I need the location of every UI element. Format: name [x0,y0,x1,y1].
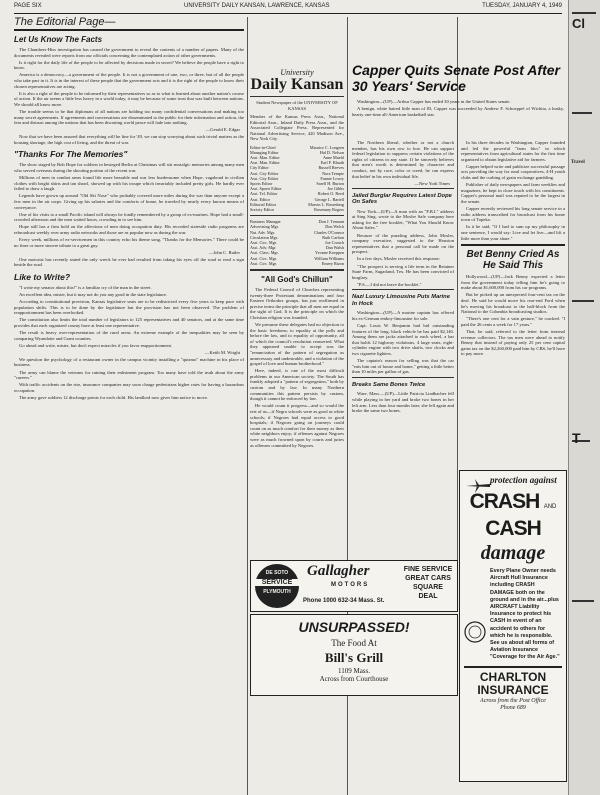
plane-icon [465,477,491,500]
paragraph: "There's one cent for a vain gesture," he cracked. "I paid the 26 cents a week for 17 years." [461,316,565,327]
ad-bills-location: Across from Courthouse [319,675,389,683]
paragraph: Legends have grown up around "Old Ski Nose" who probably covered more miles during the war than anyone except a few men in the air corps. Giving up his salaries and the comforts of home, he traveled by nearly every known means of conveyance. [14,193,244,210]
paragraph: Capper helped write and publicize successful passage acts providing the way for rural cooperatives, 4-H youth clubs and the curbing of grain exchange gambling. [461,163,565,181]
paragraph: With traffic accidents on the rise, insurance companies may soon charge pedestrians higher rates for having a hazardous occupation. [14,382,244,393]
staff-role: Editorial Editor [250,201,277,207]
paragraph: Publisher of daily newspapers and farm weeklies and magazines, he kept in close touch with his constituents. Capper's personal mail was reputed to be the largest in the senate. [461,182,565,204]
staff-role: Asst. City Editor [250,175,279,181]
staff-person: George L. Bartell [314,196,344,202]
ad-slogan-cars: GREAT CARS [405,575,451,582]
business-staff-list [250,219,344,266]
paragraph: Every week, millions of ex-servicemen in this country echo his theme song, "Thanks for the Memories." There could be no finer or more sincere tribute to a great guy. [14,237,244,248]
seal-icon [464,621,486,648]
paper-name: UNIVERSITY DAILY KANSAN, LAWRENCE, KANSAS [184,3,330,9]
staff-person: Ruth Carlton [322,234,344,240]
paragraph: But he picked up an unexpected four-cent tax on the deal. He said he would move his rear-end Ford when he's moving his broadcast to the half-block from the National to the Columbia broadcasting studios. [461,292,565,315]
masthead-university: University [280,68,314,77]
editorial-staff-list [250,145,344,213]
news-column-right [461,140,565,470]
staff-role: Asst. Editor [250,196,271,202]
ad-food-at: The Food At [331,638,377,648]
paragraph: America is a democracy—a government of the people. It is not a government of one, two, or three, but of all the people who take part in it. It is in the interest of these people that the government acts and it is the right of the people to know their chosen representatives are acting. [14,72,244,89]
staff-role: City Editor [250,165,269,171]
staff-person: Nora Tempie [322,170,344,176]
paragraph: Is it right for the daily life of the people to be affected by decisions made in secret? We believe the people have a right to know. [14,59,244,71]
strip-letter: T [572,430,581,446]
paragraph: The trouble seems to be that diplomats of all nations are holding too many confidential conversations and making too many secret agreements. If agreements and conversations are disseminated to the public for their information and action, the fear and distrust among the nations that has been thwarting world peace will fade into nothing. [14,108,244,126]
staff-person: Rosemary Rogers [314,206,344,212]
ad-bills-name: Bill's Grill [324,650,384,665]
staff-person: Anne Muehl [322,154,344,160]
staff-person: Charles O'Connor [313,229,344,235]
paragraph: A benign, white haired little man of 83, Capper was succeeded by Andrew F. Schoeppel of Wichita, a husky, hearty one-time all-American basketball star. [352,106,564,117]
paragraph: "I write my senator about this!" is a familiar cry of the man in the street. [19,284,152,290]
paragraph: The captain's reason for selling was that the car "eats him out of house and home," getting a little better than 10 miles per gallon of gas. [352,358,454,375]
ad-crash-word: CRASH [469,490,540,513]
ad-and-word: AND [543,504,557,510]
editorial-column [14,16,244,791]
ad-unsurpassed: UNSURPASSED! [298,619,410,635]
staff-role: Asst. Adv. Mgr. [250,245,277,251]
staff-role: Asst. Circ. Mgr. [250,260,277,266]
issue-date: TUESDAY, JANUARY 4, 1949 [482,3,562,9]
staff-person: Robert O. Reed [317,191,344,197]
staff-role: Asst. Circ. Mgr. [250,239,277,245]
staff-role: Circulation Mgr. [250,234,278,240]
staff-role: Asst. City Editor [250,170,279,176]
paragraph: Millions of men in combat areas found life more bearable and war less burdensome when Hope, vagabond in civilian clothes with bright shirts and tan shawl, showed up with his troupe which invariably included pretty girls. He hardly ever failed to draw a laugh. [14,175,244,192]
paragraph: Capt. Louis W. Benjamin had bid outstanding features of the long, black vehicle he has paid $2,140. Among them are jacks attached to each wheel, a bar that holds 12 highway violations, 4 large seats, eight-cylinder engine with two drive shafts, two clocks and two cigarette lighters. [352,323,454,357]
ad-cash-word: CASH [485,517,541,540]
paragraph: An excellent idea, mister, but it may not do you any good in the state legislature. [19,292,168,297]
paragraph: One motorist has recently stated the only wreck he ever had resulted from taking his eyes off the road to read a sign beside the road. [14,256,244,268]
staff-person: Earl F. Blauth [320,160,344,166]
paragraph: Now that we have been assured that everything will be fine for '49, we can stop worrying about such trivial matters as the housing shortage, the high cost of living, and the threat of war. [14,134,244,145]
ad-slogan-service: FINE SERVICE [403,566,453,573]
staff-role: Sports Editor [250,180,273,186]
ad-slogan-deal: SQUARE DEAL [413,584,443,600]
masthead-title: Daily Kansan [250,76,344,93]
headline-bones: Breaks Same Bones Twice [352,381,426,388]
staff-person: Sarell H. Burton [316,180,344,186]
byline: —Gerald E. Edgar [205,127,240,133]
paragraph: In a few days, Mosler received this response: [357,256,440,262]
paragraph: Capper recently reviewed his long senate service in a radio address transcribed for broadcast from his home town of Topeka. [461,206,565,223]
headline-jailed: Jailed Burglar Requires Latest Dope On Safes [352,192,452,206]
paragraph: The show staged by Bob Hope for soldiers in besieged Berlin at Christmas will stir nostalgic memories among many men who served overseas during the shooting portion of the recent war. [14,162,244,173]
staff-role: Asst. Man. Editor [250,154,280,160]
ad-charlton-name: CHARLTON [479,669,547,684]
staff-person: Yvonne Koeppen [314,250,344,256]
staff-person: Joe Gibbs [327,186,344,192]
paragraph: Hollywood—(UP)—Jack Benny expected a letter from the government today telling him he's going to make about $1,600,000 from his car programs. [461,274,565,291]
paragraph: The Northern liberal, whether or not a church member, has his own row to hoe. He can support federal legislation to suppress certain violations of the rights of citizens in any state. If he sincerely believes that men's worth is determined by character and conduct, not by race, color or creed, he can express that belief in his own individual life. [352,140,454,179]
page-number: PAGE SIX [14,3,42,9]
masthead-membership: Member of the Kansas Press Assn., National Editorial Assn., Inland Daily Press Assn., and the Associated Collegiate Press. Represented for National Advertising Service, 420 Madison Ave., New York City. [250,114,344,141]
ad-protection-heading: protection against [490,475,557,485]
capper-lead [352,99,564,139]
capper-title: Capper Quits Senate Post After 30 Years' Service [352,62,560,94]
ad-motors-word: MOTORS [331,582,370,588]
paragraph: The result is heavy over-representation of the rural areas. An extreme example of the inequalities may be seen by comparing Wyandotte and Grant counties. [14,330,244,341]
page-header [14,3,562,11]
staff-person: Dan Walsh [325,245,344,251]
byline: —John C. Butler [208,249,240,255]
byline: —Keith M. Wright [204,349,240,355]
paragraph: The army can blame the veterans for ruining their enlistment program. Too many have told the truth about the army "careers." [14,369,244,381]
paragraph: One of his visits to a small Pacific island will always be fondly remembered by a group of ex-marines. Hope had a small-crowded afternoon and the men waited hours, crowding in to see him. [14,211,244,223]
bills-grill-ad [250,614,458,696]
staff-person: Russell Reeves [318,165,344,171]
ad-gallagher-phone: Phone 1000 632-34 Mass. St. [303,598,385,604]
paragraph: Ware, Mass.—(UP)—Little Patricia Lindbacher fell while playing in her yard and broke two bones in her left arm. Less than four months later, she fell again and broke the same two bones. [352,391,454,414]
paragraph: Because of the puzzling address, John Mosler, company executive, suggested to the Houston representatives that a personal call be made on the prospect. [352,232,454,255]
staff-person: Hal D. Nelson [319,149,344,155]
staff-row [250,261,344,266]
paragraph: The constitution also limits the total number of legislators to 125 representatives and 40 senators, and at the same time provides that each organized county have at least one representative. [14,317,244,328]
staff-row [250,207,344,212]
headline-memories: "Thanks For The Memories" [14,149,128,160]
staff-person: Maurice C. Longren [309,144,344,150]
ad-phone: Phone 689 [500,704,526,711]
paragraph: According to constitutional provision, Kansas legislative seats are to be redistricted every five years to keep pace with population shifts. This is to be done by the legislature but the provision has not been observed. The problem of reapportionment has been overlooked. [14,299,244,316]
ad-bills-address: 1109 Mass. [337,667,371,675]
byline: —New York Times [414,180,450,186]
strip-heading: Cl [572,16,585,31]
facing-page-strip [568,0,600,795]
paragraph: We question the psychology of a restaurant owner in the campus vicinity installing a "quizmo" machine in his place of business. [14,356,244,368]
charlton-insurance-ad [459,470,567,782]
desoto-badge [255,564,299,608]
headline-chillun: "All God's Chillun" [261,274,333,284]
staff-role: Asst. Tel. Editor [250,191,278,197]
staff-person: Don Welch [325,224,344,230]
paragraph: In his three decades in Washington, Capper founded and led the powerful "farm bloc" in which representatives from agricultural states for the first time organized to obtain legislative aid for farmers. [461,140,565,162]
staff-role: Asst. Man. Editor [250,160,280,166]
paragraph: Go ahead and write, mister, but don't expect miracles if you favor reapportionment. [19,342,173,348]
paragraph: He would count it progress—and so would the rest of us—if Negro schools were as good as white schools; if Negroes had equal access to good hospitals; if Negroes going on journeys could count on as much comfort for their money as their white neighbors enjoy; if offenses against Negroes were as much frowned upon by courts and juries as offenses committed by Negroes. [250,403,344,448]
staff-person: William Williams [314,255,344,261]
staff-role: Nat. Adv. Mgr. [250,229,275,235]
paragraph: Hope still has a firm hold on the affections of men doing occupation duty. His recorded stateside radio programs are rebroadcast weekly over army radio networks and those are as popular now as during the war. [14,224,244,235]
ad-address: Across from the Post Office [480,697,546,704]
headline-benny: Bet Benny Cried As He Said This [466,249,560,272]
paragraph: "The prospect is serving a life term in the Retainer State Farm, Sugarland, Tex. He has been convicted of burglary. [352,263,454,280]
paragraph: It is also a right of the people to be informed by their representatives so as to what is learned about another nation's course of action. If the air seems a little less heavy in a world today, it may be because of some trust that was built between nations. We should all know more. [14,90,244,107]
paragraph: The Chambers-Hiss investigation has caused the government to reveal the contents of a number of papers. Many of the documents revealed were reports from our officials concerning the contemplated action of other governments. [14,47,244,58]
paragraph: "P.S.—I did not leave the booklet." [357,281,422,287]
staff-person: Don J. Tennant [318,219,344,225]
staff-role: Business Manager [250,219,281,225]
staff-role: Asst. Class. Mgr. [250,250,279,256]
ad-damage-word: damage [480,542,546,564]
staff-role: Asst. Sports Editor [250,186,282,192]
paragraph: New York—(UP)—A man with an "F.B.I." address at Sing Sing, wrote to the Mosler Safe company here asking for the free booklet, "What You Should Know About Safes." [352,208,454,231]
staff-person: Joe Crouch [325,239,344,245]
badge-bottom-text: PLYMOUTH [263,589,291,595]
badge-mid-text: SERVICE [255,579,299,586]
staff-role: Asst. Circ. Mgr. [250,255,277,261]
paragraph: The army gave soldiers 12 discharge points for each child. His landlord now gives him notice to move. [19,394,209,400]
paragraph: Here, indeed, is one of the most difficult problems in our American society. The South has frankly adopted a "pattern of segregation," both by custom and by law. In many Northern communities this pattern persists by custom, though it cannot be enforced by law. [250,368,344,402]
paragraph: The Federal Council of Churches representing twenty-three Protestant denominations and four Eastern Orthodox groups, has just reaffirmed in precise terms the principle that all men are equal in the sight of God. It is the principle on which the Christian religion was founded. [250,286,344,320]
headline-write: Like to Write? [14,271,71,282]
gallagher-motors-ad [250,560,458,612]
ad-body-text: Every Plane Owner needs Aircraft Hull Insurance including CRASH DAMAGE both on the ground and in the air...plus AIRCRAFT Liability Insurance to protect his CASH in event of an accident to others for which he is responsible. See us about all forms of Aviation Insurance "Coverage for the Air Age." [490,568,560,661]
staff-role: Society Editor [250,206,275,212]
staff-role: Advertising Mgr. [250,224,279,230]
ad-insurance-name: INSURANCE [477,682,549,697]
headline-facts: Let Us Know The Facts [14,35,103,44]
paragraph: Washington—(UP)—Arthur Capper has ended 30 years in the United States senate. [357,99,511,104]
staff-person: Fannie Lowry [320,175,344,181]
staff-role: Managing Editor [250,149,279,155]
news-column-middle [352,140,454,560]
masthead-subtitle: Student Newspaper of the UNIVERSITY OF KANSAS [256,100,338,111]
staff-person: Emery Rizon [321,260,344,266]
badge-top-text: DE SOTO [265,570,289,576]
paragraph: In it he said, "If I had to sum up my philosophy in one sentence, I would say: Live and let live—and lift a little more than your share." [461,224,565,241]
staff-role: Editor-in-Chief [250,144,276,150]
editorial-title: The Editorial Page— [14,16,244,31]
paragraph: We presume these delegates had no objection to the basic freedoms; to equality at the polls and before the law, and to equality of opportunity, all of which the council's resolution reasserted. What they appeared unable to accept was the "renunciation of the pattern of segregation as unnecessary and undesirable, and a violation of the gospel of love and human brotherhood." [250,322,344,367]
ad-gallagher-brand: Gallagher [307,563,370,579]
paragraph: Washington—(UP)—A marine captain has offered his ex-German emboy-limousine for sale. [352,310,454,321]
staff-person: Marvin L. Rosenberg [308,201,344,207]
strip-label: Travel [571,160,585,165]
paragraph: That, he said, referred to the letter from internal revenue collectors. The tax men were ahead to notify Benny that instead of paying only 25 per cent capital gains tax on the $2,260,000 paid him by CBS, he'll have to pay more. [461,328,565,357]
headline-nazi: Nazi Luxury Limousine Puts Marine In Hock [352,294,450,307]
